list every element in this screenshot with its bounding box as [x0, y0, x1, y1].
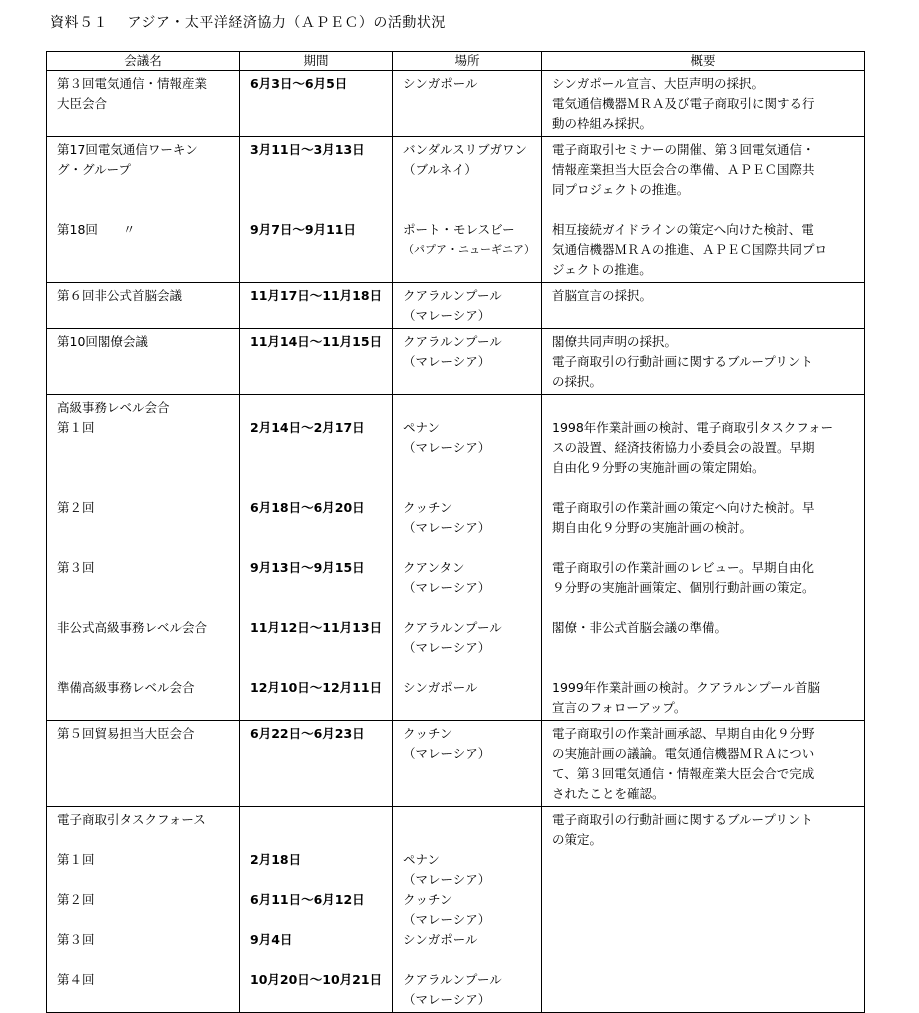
- summary-line: 電子商取引の作業計画のレビュー。早期自由化: [552, 560, 815, 575]
- period-cell: [240, 71, 393, 137]
- summary-line: [552, 658, 857, 678]
- place-line: [403, 810, 534, 830]
- meeting-name-line: 高級事務レベル会合: [57, 400, 170, 415]
- summary-line: [552, 638, 857, 658]
- meeting-name-line: [57, 458, 232, 478]
- meeting-name-line: [57, 950, 232, 970]
- summary-cell: [542, 807, 865, 1013]
- meeting-name-line: [57, 658, 232, 678]
- place-line: ペナン: [403, 852, 440, 867]
- place-line: （マレーシア）: [403, 912, 491, 927]
- place-line: [403, 598, 534, 618]
- place-line: （マレーシア）: [403, 580, 491, 595]
- place-line: シンガポール: [403, 932, 478, 947]
- place-line: [403, 200, 534, 220]
- table-row: [47, 807, 865, 1013]
- table-row: [47, 137, 865, 283]
- meeting-name-line: 非公式高級事務レベル会合: [57, 620, 208, 635]
- meeting-name-line: [57, 200, 232, 220]
- place-line: [403, 658, 534, 678]
- summary-line: [552, 398, 857, 418]
- summary-line: 電気通信機器ＭＲＡ及び電子商取引に関する行: [552, 96, 815, 111]
- meeting-name-line: 第10回閣僚会議: [57, 334, 148, 349]
- page-title: 資料５１ アジア・太平洋経済協力（ＡＰＥＣ）の活動状況: [50, 15, 446, 31]
- period-line: [250, 438, 385, 458]
- place-line: [403, 478, 534, 498]
- period-line: 9月4日: [250, 932, 293, 947]
- meeting-name-line: [57, 870, 232, 890]
- place-line: （マレーシア）: [403, 440, 491, 455]
- place-line: クッチン: [403, 892, 453, 907]
- place-line: （マレーシア）: [403, 520, 491, 535]
- meeting-name-line: 第２回: [57, 500, 95, 515]
- summary-line: 閣僚・非公式首脳会議の準備。: [552, 620, 728, 635]
- meeting-name-line: 第３回電気通信・情報産業: [57, 76, 208, 91]
- summary-line: [552, 478, 857, 498]
- summary-line: て、第３回電気通信・情報産業大臣会合で完成: [552, 766, 815, 781]
- period-line: [250, 458, 385, 478]
- period-line: [250, 578, 385, 598]
- meeting-name-line: 第18回 〃: [57, 222, 136, 237]
- period-line: 6月18日～6月20日: [250, 500, 365, 515]
- meeting-name-line: 第３回: [57, 932, 95, 947]
- period-line: 9月7日～9月11日: [250, 222, 356, 237]
- column-header-place: 場所: [393, 52, 542, 71]
- meeting-name-cell: [47, 71, 240, 137]
- summary-line: 電子商取引の行動計画に関するブループリント: [552, 812, 813, 827]
- place-line: （マレーシア）: [403, 354, 491, 369]
- table-row: [47, 283, 865, 329]
- summary-line: 首脳宣言の採択。: [552, 288, 653, 303]
- table-row: [47, 721, 865, 807]
- place-line: （マレーシア）: [403, 992, 491, 1007]
- summary-line: [552, 538, 857, 558]
- period-line: [250, 478, 385, 498]
- place-line: [403, 398, 534, 418]
- summary-cell: [542, 395, 865, 721]
- place-line: [403, 830, 534, 850]
- summary-line: 1999年作業計画の検討。クアラルンプール首脳: [552, 680, 820, 695]
- meeting-name-cell: [47, 721, 240, 807]
- period-line: [250, 830, 385, 850]
- period-line: [250, 518, 385, 538]
- summary-line: 閣僚共同声明の採択。: [552, 334, 678, 349]
- summary-line: 電子商取引の作業計画承認、早期自由化９分野: [552, 726, 815, 741]
- meeting-name-line: [57, 830, 232, 850]
- period-line: [250, 950, 385, 970]
- place-cell: [393, 137, 542, 283]
- period-line: [250, 870, 385, 890]
- period-cell: [240, 137, 393, 283]
- period-line: 11月17日～11月18日: [250, 288, 383, 303]
- place-line: クアラルンプール: [403, 972, 502, 987]
- place-line: バンダルスリブガワン: [403, 142, 528, 157]
- summary-cell: [542, 329, 865, 395]
- summary-line: 自由化９分野の実施計画の策定開始。: [552, 460, 765, 475]
- table-header-row: [47, 52, 865, 71]
- place-line: クアラルンプール: [403, 334, 502, 349]
- place-line: クアラルンプール: [403, 288, 502, 303]
- meeting-name-line: 第２回: [57, 892, 95, 907]
- summary-line: 情報産業担当大臣会合の準備、ＡＰＥＣ国際共: [552, 162, 815, 177]
- place-line: （パプア・ニューギニア）: [403, 243, 535, 256]
- place-cell: [393, 395, 542, 721]
- period-cell: [240, 807, 393, 1013]
- place-line: （マレーシア）: [403, 872, 491, 887]
- meeting-name-line: [57, 518, 232, 538]
- place-line: [403, 950, 534, 970]
- column-header-meeting: 会議名: [47, 52, 240, 71]
- period-line: [250, 200, 385, 220]
- place-line: [403, 538, 534, 558]
- table-row: [47, 329, 865, 395]
- summary-line: 電子商取引の行動計画に関するブループリント: [552, 354, 813, 369]
- period-line: [250, 538, 385, 558]
- meeting-name-line: 第３回: [57, 560, 95, 575]
- place-line: [403, 458, 534, 478]
- table-row: [47, 71, 865, 137]
- meeting-name-cell: [47, 283, 240, 329]
- place-line: ペナン: [403, 420, 440, 435]
- period-line: 11月14日～11月15日: [250, 334, 383, 349]
- summary-line: ジェクトの推進。: [552, 262, 652, 277]
- period-line: [250, 160, 385, 180]
- summary-line: 気通信機器ＭＲＡの推進、ＡＰＥＣ国際共同プロ: [552, 242, 828, 257]
- period-line: [250, 180, 385, 200]
- meeting-name-line: 大臣会合: [57, 96, 108, 111]
- period-line: [250, 398, 385, 418]
- summary-line: の実施計画の議論。電気通信機器ＭＲＡについ: [552, 746, 815, 761]
- meeting-name-line: [57, 638, 232, 658]
- place-line: （マレーシア）: [403, 640, 491, 655]
- place-line: クアラルンプール: [403, 620, 502, 635]
- summary-line: されたことを確認。: [552, 786, 665, 801]
- period-line: 3月11日～3月13日: [250, 142, 365, 157]
- place-line: ポート・モレスビー: [403, 222, 515, 237]
- meeting-name-cell: [47, 807, 240, 1013]
- meeting-name-line: 第６回非公式首脳会議: [57, 288, 183, 303]
- summary-line: 同プロジェクトの推進。: [552, 182, 690, 197]
- meeting-name-cell: [47, 329, 240, 395]
- summary-line: 1998年作業計画の検討、電子商取引タスクフォー: [552, 420, 834, 435]
- summary-cell: [542, 137, 865, 283]
- summary-line: 電子商取引の作業計画の策定へ向けた検討。早: [552, 500, 815, 515]
- period-cell: [240, 395, 393, 721]
- summary-cell: [542, 283, 865, 329]
- period-cell: [240, 721, 393, 807]
- meeting-name-line: 第１回: [57, 420, 95, 435]
- place-line: （マレーシア）: [403, 308, 491, 323]
- place-cell: [393, 721, 542, 807]
- table-row: [47, 395, 865, 721]
- meeting-name-line: グ・グループ: [57, 162, 132, 177]
- summary-line: ９分野の実施計画策定、個別行動計画の策定。: [552, 580, 815, 595]
- meeting-name-line: 準備高級事務レベル会合: [57, 680, 195, 695]
- place-line: クアンタン: [403, 560, 465, 575]
- meeting-name-line: [57, 598, 232, 618]
- meeting-name-line: 第１回: [57, 852, 95, 867]
- summary-line: スの設置、経済技術協力小委員会の設置。早期: [552, 440, 815, 455]
- meeting-name-line: [57, 180, 232, 200]
- meeting-name-line: [57, 478, 232, 498]
- summary-line: [552, 598, 857, 618]
- summary-line: 宣言のフォローアップ。: [552, 700, 687, 715]
- period-line: [250, 598, 385, 618]
- period-line: [250, 810, 385, 830]
- period-line: 2月18日: [250, 852, 302, 867]
- summary-line: の採択。: [552, 374, 603, 389]
- period-line: [250, 638, 385, 658]
- period-line: [250, 658, 385, 678]
- meeting-name-line: [57, 438, 232, 458]
- period-line: 9月13日～9月15日: [250, 560, 365, 575]
- place-line: シンガポール: [403, 76, 478, 91]
- summary-line: 動の枠組み採択。: [552, 116, 653, 131]
- place-line: （ブルネイ）: [403, 162, 477, 177]
- period-line: 10月20日～10月21日: [250, 972, 383, 987]
- period-cell: [240, 283, 393, 329]
- place-line: クッチン: [403, 500, 453, 515]
- period-line: 2月14日～2月17日: [250, 420, 365, 435]
- place-cell: [393, 807, 542, 1013]
- meeting-name-line: 第５回貿易担当大臣会合: [57, 726, 195, 741]
- summary-line: 相互接続ガイドラインの策定へ向けた検討、電: [552, 222, 814, 237]
- place-line: （マレーシア）: [403, 746, 491, 761]
- period-line: 6月11日～6月12日: [250, 892, 365, 907]
- period-line: 6月22日～6月23日: [250, 726, 365, 741]
- summary-cell: [542, 71, 865, 137]
- meeting-name-line: [57, 578, 232, 598]
- summary-line: 電子商取引セミナーの開催、第３回電気通信・: [552, 142, 815, 157]
- period-line: 11月12日～11月13日: [250, 620, 383, 635]
- meeting-name-line: [57, 538, 232, 558]
- meeting-name-line: 電子商取引タスクフォース: [57, 812, 206, 827]
- meeting-name-cell: [47, 395, 240, 721]
- place-line: [403, 180, 534, 200]
- period-line: [250, 910, 385, 930]
- place-line: クッチン: [403, 726, 453, 741]
- summary-line: の策定。: [552, 832, 603, 847]
- column-header-summary: 概要: [542, 52, 865, 71]
- period-cell: [240, 329, 393, 395]
- meeting-name-cell: [47, 137, 240, 283]
- meeting-name-line: 第４回: [57, 972, 95, 987]
- apec-activity-table: [46, 51, 865, 1013]
- summary-line: シンガポール宣言、大臣声明の採択。: [552, 76, 764, 91]
- place-cell: [393, 71, 542, 137]
- summary-line: 期自由化９分野の実施計画の検討。: [552, 520, 753, 535]
- summary-cell: [542, 721, 865, 807]
- column-header-period: 期間: [240, 52, 393, 71]
- meeting-name-line: 第17回電気通信ワーキン: [57, 142, 198, 157]
- period-line: 12月10日～12月11日: [250, 680, 383, 695]
- period-line: 6月3日～6月5日: [250, 76, 348, 91]
- place-cell: [393, 329, 542, 395]
- summary-line: [552, 200, 857, 220]
- meeting-name-line: [57, 910, 232, 930]
- place-line: シンガポール: [403, 680, 478, 695]
- place-cell: [393, 283, 542, 329]
